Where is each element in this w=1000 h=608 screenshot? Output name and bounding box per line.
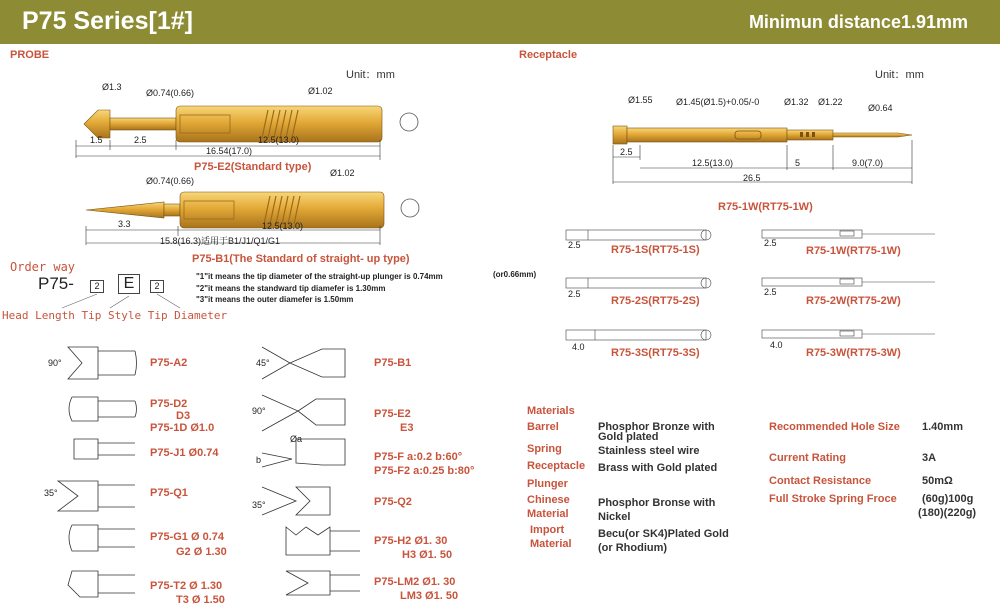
receptacle-unit: Unit：mm <box>875 69 924 81</box>
tip-e2-label: P75-E2 <box>374 408 411 420</box>
tip-e2-angle: 90° <box>252 406 266 416</box>
mat-chinese-value: Phosphor Bronse with <box>598 497 716 509</box>
note-1: "1"it means the tip diameter of the straight-up plunger is 0.74mm <box>196 272 443 281</box>
variant-1w-dim: 2.5 <box>764 238 777 248</box>
receptacle-total: 26.5 <box>743 173 761 183</box>
variant-1s-dim: 2.5 <box>568 240 581 250</box>
e2-barrel-diameter: Ø1.02 <box>308 86 333 96</box>
tip-t2-label: P75-T2 Ø 1.30 <box>150 580 223 592</box>
tip-a2-label: P75-A2 <box>150 357 188 369</box>
note-3: "3"it means the outer diamefer is 1.50mm <box>196 295 354 304</box>
tip-j1-label: P75-J1 Ø0.74 <box>150 447 219 459</box>
mat-receptacle-value: Brass with Gold plated <box>598 462 718 474</box>
order-way-title: Order way <box>10 260 76 274</box>
mat-chinese-label: Chinese <box>527 494 570 506</box>
receptacle-d3: Ø1.32 <box>784 97 809 107</box>
receptacle-caption: R75-1W(RT75-1W) <box>718 201 813 213</box>
mat-import-value: Becu(or SK4)Plated Gold <box>598 528 729 540</box>
probe-unit: Unit：mm <box>346 69 395 81</box>
tip-f-diameter: Øa <box>290 434 303 444</box>
tip-q1-label: P75-Q1 <box>150 487 188 499</box>
page-title: P75 Series[1#] <box>22 7 193 35</box>
e2-total: 16.54(17.0) <box>206 146 253 156</box>
b1-barrel-diameter: Ø1.02 <box>330 168 355 178</box>
mat-barrel-label: Barrel <box>527 421 559 433</box>
spec-resistance-label: Contact Resistance <box>769 475 872 487</box>
mat-barrel-value: Phosphor Bronze with <box>598 421 715 433</box>
tip-h3-label: H3 Ø1. 50 <box>402 549 453 561</box>
e2-len2: 2.5 <box>134 135 147 145</box>
tip-b1-angle: 45° <box>256 358 270 368</box>
tip-e3-label: E3 <box>400 422 414 434</box>
mat-chinese-label2: Material <box>527 508 569 520</box>
mat-chinese-value2: Nickel <box>598 511 631 523</box>
spec-current-label: Current Rating <box>769 452 846 464</box>
variant-2w-dim: 2.5 <box>764 287 777 297</box>
mat-import-label: Import <box>530 524 565 536</box>
mat-spring-value: Stainless steel wire <box>598 445 700 457</box>
receptacle-len1: 2.5 <box>620 147 633 157</box>
tip-lm2-label: P75-LM2 Ø1. 30 <box>374 576 456 588</box>
e2-len1: 1.5 <box>90 135 103 145</box>
tip-d2-label: P75-D2 <box>150 398 188 410</box>
b1-plunger-diameter: Ø0.74(0.66) <box>146 176 195 186</box>
note-2: "2"it means the standward tip diamefer is 1.30mm <box>196 284 386 293</box>
variant-3w-dim: 4.0 <box>770 340 783 350</box>
variant-2s-label: R75-2S(RT75-2S) <box>611 295 700 307</box>
variant-2s-dim: 2.5 <box>568 289 581 299</box>
variant-3w-label: R75-3W(RT75-3W) <box>806 347 901 359</box>
order-box-tip-diameter: 2 <box>150 280 164 293</box>
receptacle-d1: Ø1.55 <box>628 95 653 105</box>
b1-len2: 12.5(13.0) <box>262 221 304 231</box>
mat-import-label2: Material <box>530 538 572 550</box>
tip-h2-label: P75-H2 Ø1. 30 <box>374 535 448 547</box>
tip-g2-label: G2 Ø 1.30 <box>176 546 227 558</box>
receptacle-main-drawing <box>613 126 912 144</box>
tip-lm3-label: LM3 Ø1. 50 <box>400 590 459 602</box>
receptacle-len3: 5 <box>795 158 801 168</box>
e2-len3: 12.5(13.0) <box>258 135 300 145</box>
variant-3s-dim: 4.0 <box>572 342 585 352</box>
mat-spring-label: Spring <box>527 443 562 455</box>
tip-f-angle: b <box>256 455 262 465</box>
spec-spring-force-label: Full Stroke Spring Froce <box>769 493 897 505</box>
tip-q2-label: P75-Q2 <box>374 496 412 508</box>
b1-total: 15.8(16.3)适用于B1/J1/Q1/G1 <box>160 236 281 246</box>
tip-q2-angle: 35° <box>252 500 266 510</box>
tip-d3-label: D3 <box>176 410 191 422</box>
mat-receptacle-label: Receptacle <box>527 460 586 472</box>
note-1-suffix: (or0.66mm) <box>493 270 537 279</box>
spec-current-value: 3A <box>922 452 937 464</box>
spec-resistance-value: 50mΩ <box>922 475 953 487</box>
b1-caption: P75-B1(The Standard of straight- up type) <box>192 253 410 265</box>
tip-b1-label: P75-B1 <box>374 357 412 369</box>
variant-1w-label: R75-1W(RT75-1W) <box>806 245 901 257</box>
mat-plunger-label: Plunger <box>527 478 568 490</box>
tip-1d-label: P75-1D Ø1.0 <box>150 422 215 434</box>
receptacle-d4: Ø1.22 <box>818 97 843 107</box>
tip-a2-angle: 90° <box>48 358 62 368</box>
receptacle-len2: 12.5(13.0) <box>692 158 734 168</box>
tip-t3-label: T3 Ø 1.50 <box>176 594 225 606</box>
order-way-legend: Head Length Tip Style Tip Diameter <box>2 309 228 322</box>
tip-f2-label: P75-F2 a:0.25 b:80° <box>374 465 475 477</box>
receptacle-d5: Ø0.64 <box>868 103 893 113</box>
variant-3s-label: R75-3S(RT75-3S) <box>611 347 700 359</box>
e2-plunger-diameter: Ø0.74(0.66) <box>146 88 195 98</box>
mat-import-value2: (or Rhodium) <box>598 542 668 554</box>
tip-q1-angle: 35° <box>44 488 58 498</box>
order-box-head-length: 2 <box>90 280 104 293</box>
spec-hole-size-value: 1.40mm <box>922 421 963 433</box>
page-subtitle: Minimun distance1.91mm <box>748 12 968 32</box>
variant-1s-label: R75-1S(RT75-1S) <box>611 244 700 256</box>
spec-spring-force-value2: (180)(220g) <box>918 507 977 519</box>
tip-g1-label: P75-G1 Ø 0.74 <box>150 531 224 543</box>
receptacle-len4: 9.0(7.0) <box>852 158 884 168</box>
mat-barrel-value2: Gold plated <box>598 431 659 443</box>
materials-title: Materials <box>527 405 575 417</box>
e2-caption: P75-E2(Standard type) <box>194 161 312 173</box>
probe-section-title: PROBE <box>10 49 50 61</box>
receptacle-d2: Ø1.45(Ø1.5)+0.05/-0 <box>676 97 760 107</box>
e2-tip-diameter: Ø1.3 <box>102 82 122 92</box>
variant-2w-label: R75-2W(RT75-2W) <box>806 295 901 307</box>
spec-spring-force-value: (60g)100g <box>922 493 974 505</box>
receptacle-section-title: Receptacle <box>519 49 578 61</box>
order-box-tip-style: E <box>118 274 140 294</box>
b1-len1: 3.3 <box>118 219 131 229</box>
tip-f-label: P75-F a:0.2 b:60° <box>374 451 463 463</box>
spec-hole-size-label: Recommended Hole Size <box>769 421 900 433</box>
order-prefix: P75- <box>38 274 74 293</box>
